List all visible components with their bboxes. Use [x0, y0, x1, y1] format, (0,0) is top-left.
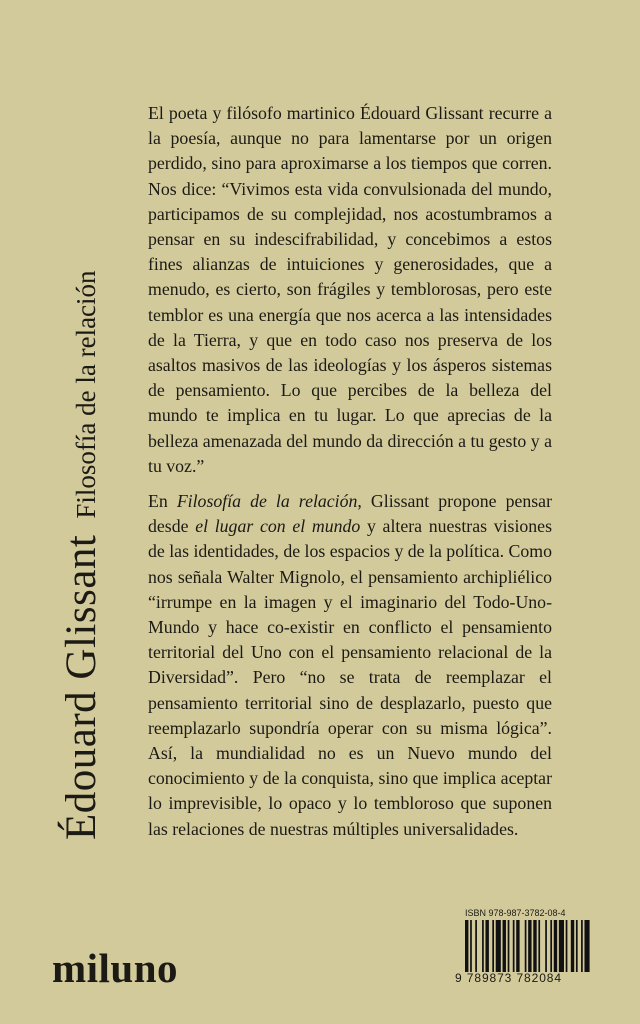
barcode-bars: [465, 920, 593, 972]
paragraph-2-text-2: , Glissant propone pensar desde: [148, 491, 552, 537]
author-name: Édouard Glissant: [58, 534, 105, 840]
book-title-italic: Filosofía de la relación: [176, 491, 358, 512]
book-title: Filosofía de la relación: [71, 270, 101, 519]
isbn-label: ISBN 978-987-3782-08-4: [465, 908, 566, 918]
paragraph-2-text-3: y altera nuestras visiones de las identidades, de los espacios y de la política. Como nos señala Walter Mignolo, el pensamiento archipliélico “irrumpe en la imagen y el imaginario del Todo-Uno-Mundo y hace co-existir en conflicto el pensamiento territorial del Uno con el pensamiento relacional de la Diversidad”. Pero “no se trata de reemplazar el pensamiento territorial sino de desplazarlo, puesto que reemplazarlo supondría operar con su misma lógica”. Así, la mundialidad no es un Nuevo mundo del conocimiento y de la conquista, sino que implica aceptar lo imprevisible, lo opaco y lo tembloroso que suponen las relaciones de nuestras múltiples universalidades.: [148, 516, 552, 839]
paragraph-2: [148, 489, 552, 842]
publisher-logo: miluno: [52, 945, 179, 991]
paragraph-1: El poeta y filósofo martinico Édouard Glissant recurre a la poesía, aunque no para lamentarse por un origen perdido, sino para aproximarse a los tiempos que corren. Nos dice: “Vivimos esta vida convulsionada del mundo, participamos de su complejidad, nos acostumbramos a pensar en su indescifrabilidad, y concebimos a estos fines alianzas de intuiciones y generosidades, que a menudo, es cierto, son frágiles y temblorosas, pero este temblor es una energía que nos acerca a las intensidades de la Tierra, y que en todo caso nos preserva de los asaltos masivos de las ideologías y los ásperos sistemas de pensamiento. Lo que percibes de la belleza del mundo te implica en tu lugar. Lo que aprecias de la belleza amenazada del mundo da dirección a tu gesto y a tu voz.”: [148, 103, 552, 476]
barcode: [455, 908, 599, 990]
back-cover-text: [148, 101, 552, 842]
isbn-digits: 9 789873 782084: [455, 971, 562, 985]
paragraph-2-text-1: En: [148, 491, 177, 512]
spine-title: [58, 270, 105, 840]
phrase-italic: el lugar con el mundo: [195, 516, 361, 537]
